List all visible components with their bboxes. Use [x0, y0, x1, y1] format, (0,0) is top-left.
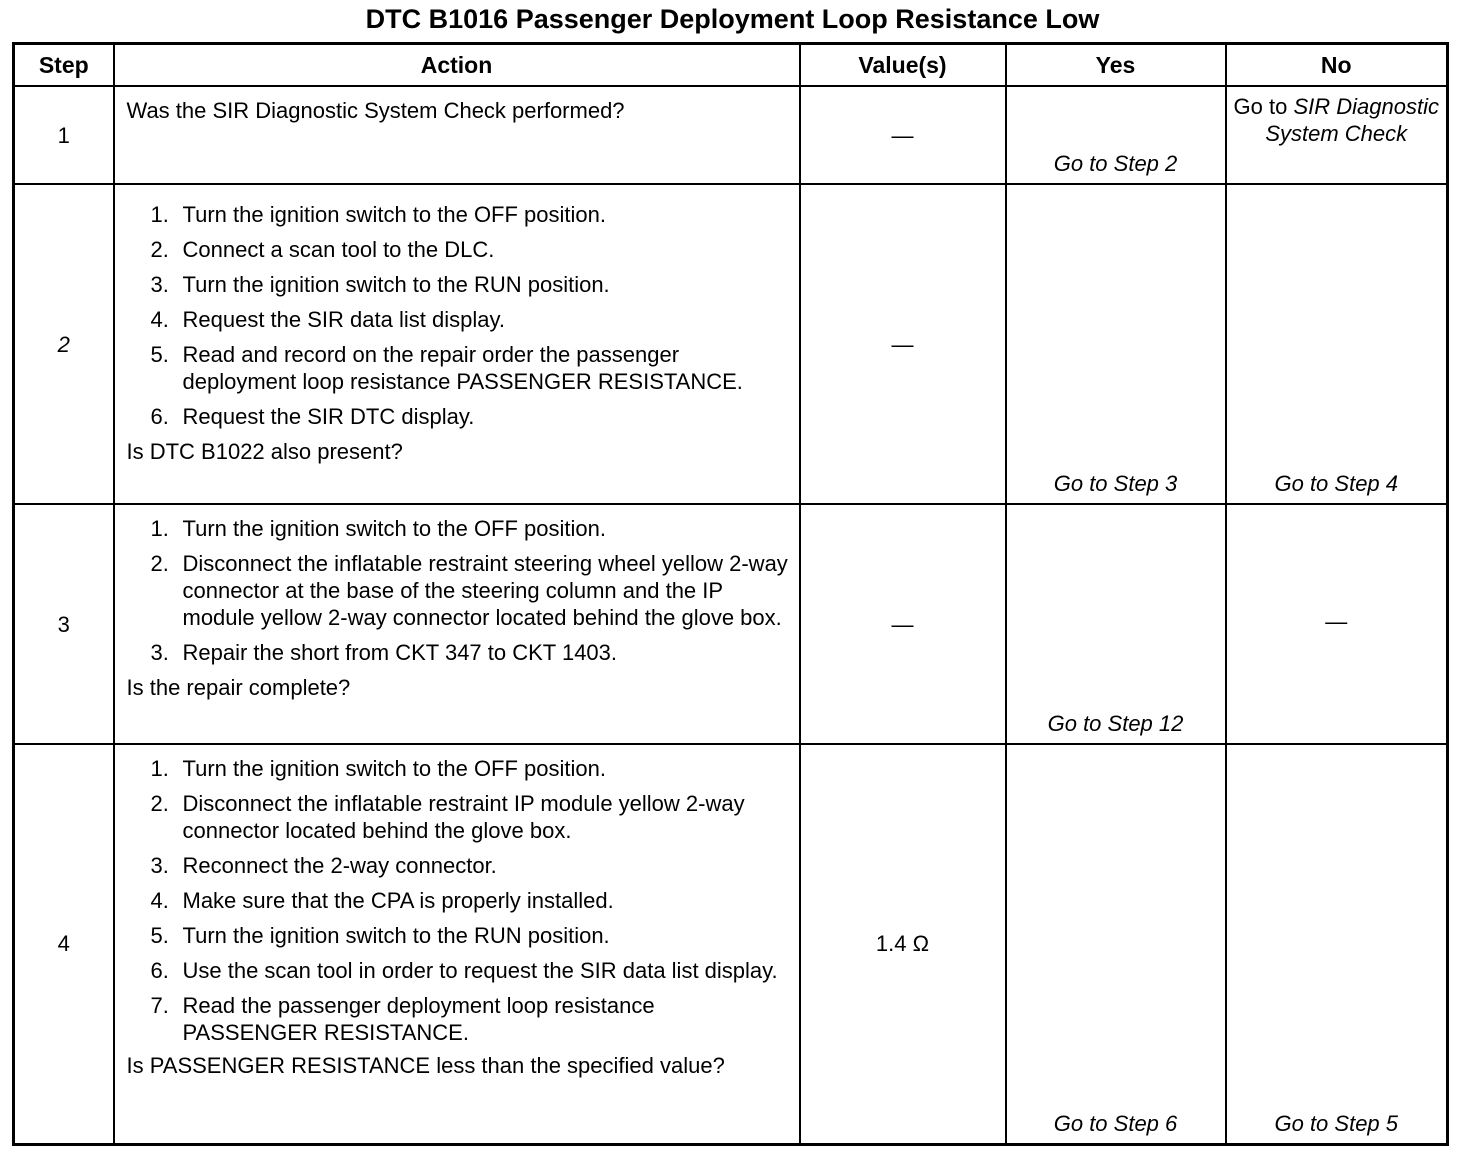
action-question: Is PASSENGER RESISTANCE less than the specified value?: [126, 1053, 725, 1078]
list-item: 4. Make sure that the CPA is properly installed.: [150, 888, 614, 913]
no-link-sir-check: SIR Diagnostic System Check: [1265, 94, 1439, 146]
action-question: Is DTC B1022 also present?: [126, 439, 403, 464]
header-step: Step: [14, 44, 114, 87]
action-question: Is the repair complete?: [126, 675, 351, 700]
step-number: 1: [14, 86, 114, 184]
no-cell: Go to Step 4: [1226, 184, 1448, 504]
page-title: DTC B1016 Passenger Deployment Loop Resistance Low: [365, 4, 1100, 34]
action-list: [127, 755, 789, 1046]
step-number: 4: [14, 744, 114, 1144]
action-question: Was the SIR Diagnostic System Check performed?: [126, 98, 625, 123]
action-cell: [114, 86, 800, 184]
list-item: 7. Read the passenger deployment loop resistance PASSENGER RESISTANCE.: [150, 993, 655, 1045]
action-cell: [114, 504, 800, 744]
list-item: 5. Read and record on the repair order the passenger deployment loop resistance PASSENGER RESISTANCE.: [150, 342, 743, 394]
diagnostic-table: [12, 42, 1449, 1146]
list-item: 3. Reconnect the 2-way connector.: [150, 853, 497, 878]
yes-cell: Go to Step 3: [1006, 184, 1226, 504]
list-item: 3. Repair the short from CKT 347 to CKT 1403.: [150, 640, 618, 665]
action-cell: [114, 184, 800, 504]
list-item: 1. Turn the ignition switch to the OFF position.: [150, 202, 606, 227]
header-values: Value(s): [800, 44, 1006, 87]
list-item: 2. Connect a scan tool to the DLC.: [150, 237, 495, 262]
value-cell: —: [800, 184, 1006, 504]
list-item: 3. Turn the ignition switch to the RUN position.: [150, 272, 610, 297]
header-row: [14, 44, 1448, 87]
table-row-step-2: [14, 184, 1448, 504]
list-item: 2. Disconnect the inflatable restraint IP module yellow 2-way connector located behind the glove box.: [150, 791, 745, 843]
no-cell: —: [1226, 504, 1448, 744]
yes-cell: Go to Step 6: [1006, 744, 1226, 1144]
yes-cell: Go to Step 2: [1006, 86, 1226, 184]
no-prefix: Go to: [1233, 94, 1294, 119]
step-number: 3: [14, 504, 114, 744]
header-no: No: [1226, 44, 1448, 87]
list-item: 1. Turn the ignition switch to the OFF position.: [150, 516, 606, 541]
header-yes: Yes: [1006, 44, 1226, 87]
no-cell: Go to Step 5: [1226, 744, 1448, 1144]
list-item: 6. Use the scan tool in order to request the SIR data list display.: [150, 958, 778, 983]
list-item: 6. Request the SIR DTC display.: [150, 404, 475, 429]
list-item: 5. Turn the ignition switch to the RUN position.: [150, 923, 610, 948]
no-cell: [1226, 86, 1448, 184]
step-number: 2: [14, 184, 114, 504]
value-cell: —: [800, 86, 1006, 184]
list-item: 2. Disconnect the inflatable restraint steering wheel yellow 2-way connector at the base of the steering column and the IP module yellow 2-way connector located behind the glove box.: [150, 551, 788, 630]
table-row-step-1: [14, 86, 1448, 184]
value-cell: —: [800, 504, 1006, 744]
yes-cell: Go to Step 12: [1006, 504, 1226, 744]
list-item: 4. Request the SIR data list display.: [150, 307, 505, 332]
table-row-step-3: [14, 504, 1448, 744]
value-cell: 1.4 Ω: [800, 744, 1006, 1144]
action-list: [127, 515, 789, 666]
header-action: Action: [114, 44, 800, 87]
table-row-step-4: [14, 744, 1448, 1144]
action-cell: [114, 744, 800, 1144]
list-item: 1. Turn the ignition switch to the OFF position.: [150, 756, 606, 781]
action-list: [127, 201, 789, 430]
